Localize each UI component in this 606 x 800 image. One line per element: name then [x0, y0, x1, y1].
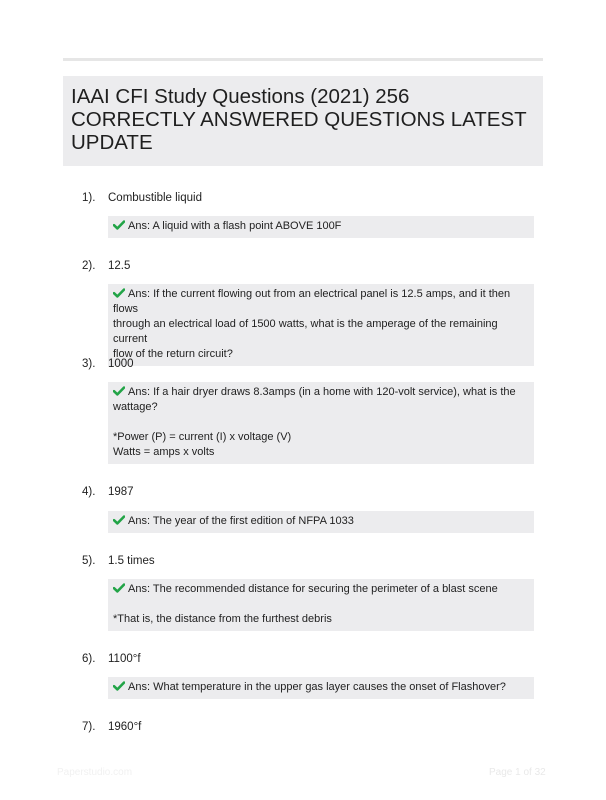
- check-icon: [113, 681, 125, 691]
- answer-line: wattage?: [113, 401, 158, 413]
- answer-box: [108, 216, 534, 238]
- check-icon: [113, 220, 125, 230]
- answer-line: Ans: A liquid with a flash point ABOVE 100F: [128, 220, 342, 232]
- question-text: 1100°f: [108, 653, 141, 665]
- item-number: 3).: [82, 358, 96, 370]
- item-number: 6).: [82, 653, 96, 665]
- top-divider: [63, 58, 543, 61]
- check-icon: [113, 583, 125, 593]
- answer-line: flow of the return circuit?: [113, 348, 233, 360]
- answer-box: [108, 382, 534, 464]
- answer-line: Ans: If a hair dryer draws 8.3amps (in a home with 120-volt service), what is the: [128, 386, 516, 398]
- answer-line: Watts = amps x volts: [113, 446, 215, 458]
- answer-box: [108, 579, 534, 631]
- check-icon: [113, 386, 125, 396]
- question-text: 1987: [108, 486, 134, 498]
- question-text: 1960°f: [108, 721, 142, 733]
- answer-box: [108, 511, 534, 533]
- answer-line: Ans: The year of the first edition of NFPA 1033: [128, 515, 354, 527]
- question-text: 12.5: [108, 260, 131, 272]
- answer-line: *That is, the distance from the furthest debris: [113, 613, 332, 625]
- item-number: 7).: [82, 721, 96, 733]
- footer-site: Paperstudio.com: [57, 767, 133, 778]
- question-text: 1.5 times: [108, 555, 155, 567]
- answer-line: through an electrical load of 1500 watts, what is the amperage of the remaining current: [113, 318, 501, 345]
- question-text: Combustible liquid: [108, 192, 202, 204]
- item-number: 1).: [82, 192, 96, 204]
- document-title: IAAI CFI Study Questions (2021) 256 CORRECTLY ANSWERED QUESTIONS LATEST UPDATE: [71, 85, 527, 154]
- check-icon: [113, 288, 125, 298]
- item-number: 5).: [82, 555, 96, 567]
- answer-box: [108, 284, 534, 366]
- item-number: 2).: [82, 260, 96, 272]
- footer-page-number: Page 1 of 32: [489, 767, 546, 778]
- answer-line: *Power (P) = current (I) x voltage (V): [113, 431, 292, 443]
- answer-line: Ans: The recommended distance for securing the perimeter of a blast scene: [128, 583, 498, 595]
- item-number: 4).: [82, 486, 96, 498]
- check-icon: [113, 515, 125, 525]
- answer-line: Ans: If the current flowing out from an electrical panel is 12.5 amps, and it then flows: [113, 288, 514, 315]
- answer-box: [108, 677, 534, 699]
- answer-line: Ans: What temperature in the upper gas layer causes the onset of Flashover?: [128, 681, 506, 693]
- title-box: [63, 76, 543, 166]
- question-text: 1000: [108, 358, 134, 370]
